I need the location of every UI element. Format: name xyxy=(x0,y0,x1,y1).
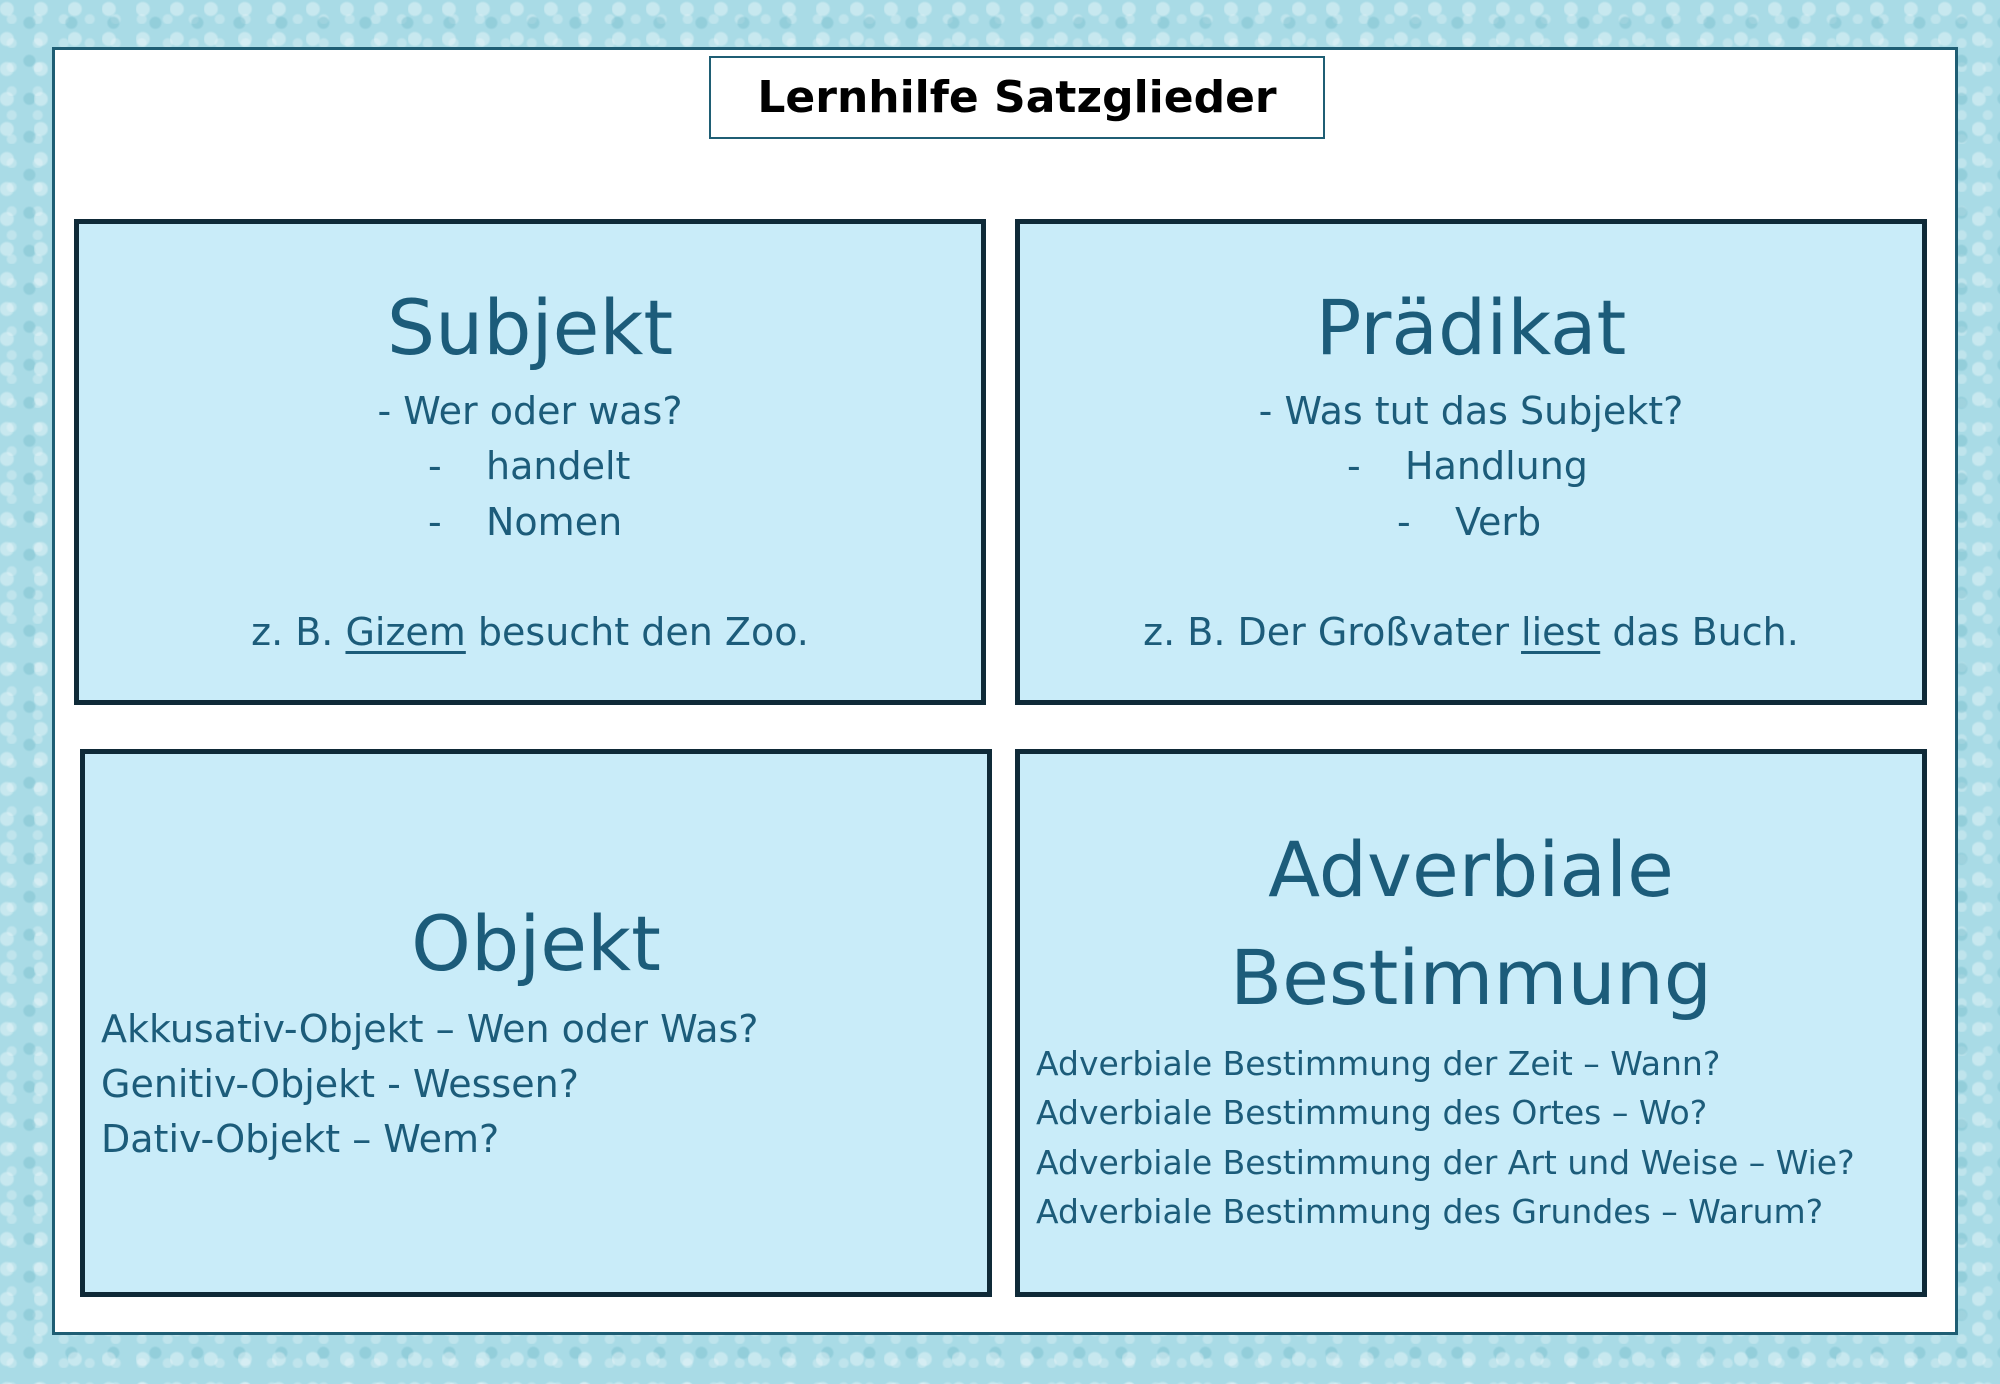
adverbiale-line-zeit: Adverbiale Bestimmung der Zeit – Wann? xyxy=(1036,1044,1721,1083)
title-box xyxy=(709,56,1325,139)
praedikat-point-2: - Verb xyxy=(1397,500,1542,544)
adverbiale-line-ort: Adverbiale Bestimmung des Ortes – Wo? xyxy=(1036,1093,1708,1132)
subjekt-point-2: - Nomen xyxy=(428,500,623,544)
card-heading-subjekt: Subjekt xyxy=(386,283,674,372)
subjekt-example-highlight: Gizem xyxy=(345,610,466,654)
subjekt-point-1: - handelt xyxy=(428,444,631,488)
card-praedikat xyxy=(1015,219,1927,705)
objekt-line-dativ: Dativ-Objekt – Wem? xyxy=(101,1117,500,1161)
adverbiale-line-art: Adverbiale Bestimmung der Art und Weise – Wie? xyxy=(1036,1143,1855,1182)
card-heading-adverbiale-line1: Adverbiale xyxy=(1268,825,1674,914)
objekt-line-genitiv: Genitiv-Objekt - Wessen? xyxy=(101,1062,579,1106)
page-title: Lernhilfe Satzglieder xyxy=(757,72,1277,123)
card-objekt xyxy=(80,749,992,1297)
objekt-line-akkusativ: Akkusativ-Objekt – Wen oder Was? xyxy=(101,1007,759,1051)
card-heading-objekt: Objekt xyxy=(411,899,661,988)
subjekt-example: z. B. Gizem besucht den Zoo. xyxy=(251,610,809,654)
praedikat-point-1: - Handlung xyxy=(1347,444,1588,488)
adverbiale-line-grund: Adverbiale Bestimmung des Grundes – Warum? xyxy=(1036,1192,1824,1231)
subjekt-question: - Wer oder was? xyxy=(377,389,683,433)
praedikat-question: - Was tut das Subjekt? xyxy=(1258,389,1684,433)
praedikat-example: z. B. Der Großvater liest das Buch. xyxy=(1143,610,1799,654)
card-adverbiale xyxy=(1015,749,1927,1297)
praedikat-example-highlight: liest xyxy=(1521,610,1601,654)
card-heading-praedikat: Prädikat xyxy=(1315,283,1627,372)
card-heading-adverbiale-line2: Bestimmung xyxy=(1229,933,1713,1022)
card-subjekt xyxy=(74,219,986,705)
